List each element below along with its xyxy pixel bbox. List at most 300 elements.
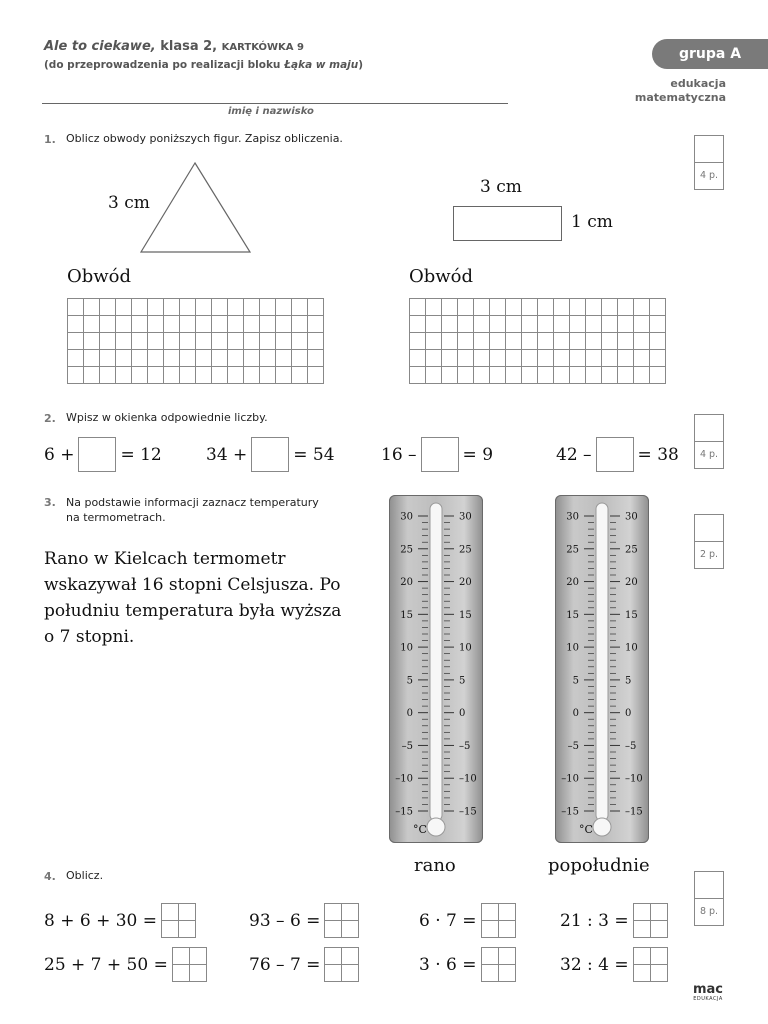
grid-cell[interactable] [228, 316, 244, 333]
grid-cell[interactable] [84, 316, 100, 333]
grid-cell[interactable] [164, 316, 180, 333]
q1-text: Oblicz obwody poniższych figur. Zapisz obliczenia. [66, 132, 343, 145]
grid-cell[interactable] [100, 299, 116, 316]
answer-cell[interactable] [651, 904, 668, 921]
grid-cell[interactable] [650, 333, 666, 350]
grid-cell[interactable] [196, 367, 212, 384]
answer-box[interactable] [78, 437, 116, 472]
grid-cell[interactable] [84, 333, 100, 350]
grid-cell[interactable] [244, 350, 260, 367]
grid-cell[interactable] [276, 350, 292, 367]
q3-score-box[interactable] [694, 514, 724, 569]
answer-box[interactable] [596, 437, 634, 472]
score-entry[interactable] [695, 872, 723, 899]
grid-cell[interactable] [410, 367, 426, 384]
grid-cell[interactable] [602, 316, 618, 333]
grid-cell[interactable] [148, 350, 164, 367]
grid-cell[interactable] [212, 316, 228, 333]
answer-cell[interactable] [342, 948, 359, 965]
grid-cell[interactable] [634, 316, 650, 333]
grid-cell[interactable] [212, 299, 228, 316]
grid-cell[interactable] [618, 316, 634, 333]
grid-cell[interactable] [538, 316, 554, 333]
grid-cell[interactable] [458, 367, 474, 384]
subject-line-1: edukacja [670, 77, 726, 90]
grid-cell[interactable] [308, 299, 324, 316]
answer-cell[interactable] [325, 904, 342, 921]
grid-cell[interactable] [164, 367, 180, 384]
scale-label-right: –15 [459, 806, 477, 818]
grid-cell[interactable] [68, 333, 84, 350]
grid-cell[interactable] [196, 333, 212, 350]
q4-equation [419, 947, 516, 982]
q2-equation [206, 437, 335, 472]
answer-cell[interactable] [499, 965, 516, 982]
grid-cell[interactable] [522, 350, 538, 367]
grid-cell[interactable] [212, 350, 228, 367]
scale-label-left: 20 [400, 577, 413, 589]
grid-cell[interactable] [538, 367, 554, 384]
subtitle-block-name: Łąka w maju [284, 59, 359, 71]
grid-cell[interactable] [442, 333, 458, 350]
answer-cell[interactable] [325, 965, 342, 982]
grid-cell[interactable] [506, 367, 522, 384]
calculation-grid-right[interactable] [409, 298, 666, 384]
grid-cell[interactable] [260, 316, 276, 333]
answer-cell[interactable] [482, 904, 499, 921]
eq-left: 6 + [44, 444, 75, 465]
grid-cell[interactable] [132, 367, 148, 384]
answer-cell[interactable] [651, 921, 668, 938]
score-points: 8 p. [699, 906, 719, 917]
logo-text: mac [692, 982, 724, 997]
grid-cell[interactable] [506, 350, 522, 367]
eq-right: = 12 [120, 444, 162, 465]
grid-cell[interactable] [506, 316, 522, 333]
grid-cell[interactable] [260, 299, 276, 316]
scale-label-right: 15 [459, 609, 472, 621]
publisher-logo [690, 983, 726, 1002]
thermometer-afternoon[interactable] [555, 495, 649, 843]
answer-cell[interactable] [190, 948, 207, 965]
grid-cell[interactable] [618, 333, 634, 350]
logo-subtext: EDUKACJA [693, 996, 723, 1002]
q4-equation [249, 947, 359, 982]
eq-right: = 9 [462, 444, 494, 465]
grid-cell[interactable] [68, 299, 84, 316]
thermometer-bulb [593, 818, 611, 836]
grid-cell[interactable] [116, 299, 132, 316]
score-points: 4 p. [699, 170, 719, 181]
grid-cell[interactable] [570, 299, 586, 316]
name-line[interactable] [42, 103, 508, 104]
grid-cell[interactable] [244, 316, 260, 333]
grid-cell[interactable] [410, 316, 426, 333]
grid-cell[interactable] [132, 299, 148, 316]
thermometer-tube [430, 503, 442, 821]
grid-cell[interactable] [442, 299, 458, 316]
scale-label-left: –10 [395, 773, 413, 785]
scale-label-right: 30 [459, 511, 472, 523]
grid-cell[interactable] [426, 333, 442, 350]
q4-equation [249, 903, 359, 938]
grid-cell[interactable] [554, 367, 570, 384]
scale-label-left: 15 [566, 609, 579, 621]
grid-cell[interactable] [260, 367, 276, 384]
eq-left: 16 – [381, 444, 417, 465]
scale-label-left: 30 [566, 511, 579, 523]
grid-cell[interactable] [538, 333, 554, 350]
grid-cell[interactable] [442, 316, 458, 333]
grid-cell[interactable] [116, 333, 132, 350]
grid-cell[interactable] [650, 367, 666, 384]
grid-cell[interactable] [586, 333, 602, 350]
q4-text: Oblicz. [66, 869, 104, 882]
grid-cell[interactable] [490, 367, 506, 384]
scale-label-left: 30 [400, 511, 413, 523]
answer-cell[interactable] [634, 948, 651, 965]
scale-label-right: 10 [459, 642, 472, 654]
grid-cell[interactable] [586, 367, 602, 384]
q3-text-line: na termometrach. [66, 511, 166, 524]
answer-cell[interactable] [634, 904, 651, 921]
grid-cell[interactable] [490, 350, 506, 367]
grid-cell[interactable] [554, 350, 570, 367]
grid-cell[interactable] [148, 367, 164, 384]
grid-cell[interactable] [634, 367, 650, 384]
grid-cell[interactable] [490, 299, 506, 316]
scale-label-right: 0 [625, 708, 632, 720]
thermometer-morning[interactable] [389, 495, 483, 843]
grid-cell[interactable] [554, 316, 570, 333]
subtitle-close: ) [358, 59, 364, 71]
grid-cell[interactable] [554, 299, 570, 316]
scale-label-left: 20 [566, 577, 579, 589]
answer-cell[interactable] [499, 921, 516, 938]
grid-cell[interactable] [292, 367, 308, 384]
rect-side-label: 1 cm [571, 212, 613, 232]
grid-cell[interactable] [228, 350, 244, 367]
grid-cell[interactable] [570, 350, 586, 367]
triangle-side-label: 3 cm [108, 193, 150, 213]
score-points: 4 p. [699, 449, 719, 460]
triangle-shape [141, 163, 250, 252]
grid-cell[interactable] [180, 333, 196, 350]
subject-line-2: matematyczna [634, 91, 726, 104]
grid-cell[interactable] [458, 350, 474, 367]
perimeter-right-label: Obwód [409, 266, 474, 287]
score-entry[interactable] [695, 415, 723, 442]
scale-label-left: 10 [566, 642, 579, 654]
grid-cell[interactable] [148, 316, 164, 333]
grid-cell[interactable] [228, 299, 244, 316]
worksheet-subtitle [44, 59, 363, 71]
grid-cell[interactable] [244, 333, 260, 350]
grid-cell[interactable] [474, 299, 490, 316]
grid-cell[interactable] [228, 367, 244, 384]
equation-text: 3 · 6 = [419, 954, 477, 975]
answer-box[interactable] [161, 903, 196, 938]
grid-cell[interactable] [522, 333, 538, 350]
q1-number: 1. [44, 133, 56, 146]
grid-cell[interactable] [538, 350, 554, 367]
q3-text-line: Na podstawie informacji zaznacz temperatury [66, 496, 319, 509]
eq-right: = 54 [293, 444, 335, 465]
scale-label-left: 25 [400, 544, 413, 556]
grid-cell[interactable] [292, 299, 308, 316]
title-class: klasa 2, [155, 39, 222, 54]
grid-cell[interactable] [426, 350, 442, 367]
answer-box[interactable] [633, 903, 668, 938]
grid-cell[interactable] [442, 367, 458, 384]
group-badge: grupa A [652, 39, 768, 69]
answer-box[interactable] [251, 437, 289, 472]
q2-score-box[interactable] [694, 414, 724, 469]
answer-cell[interactable] [173, 965, 190, 982]
answer-cell[interactable] [342, 965, 359, 982]
grid-cell[interactable] [244, 367, 260, 384]
grid-cell[interactable] [196, 316, 212, 333]
grid-cell[interactable] [602, 350, 618, 367]
grid-cell[interactable] [292, 350, 308, 367]
scale-label-right: 25 [459, 544, 472, 556]
grid-cell[interactable] [100, 367, 116, 384]
equation-text: 93 – 6 = [249, 910, 321, 931]
grid-cell[interactable] [602, 367, 618, 384]
grid-cell[interactable] [474, 316, 490, 333]
grid-cell[interactable] [522, 316, 538, 333]
thermometer-bulb [427, 818, 445, 836]
grid-cell[interactable] [276, 367, 292, 384]
grid-cell[interactable] [458, 299, 474, 316]
title-series: Ale to ciekawe, [44, 39, 156, 54]
grid-cell[interactable] [100, 333, 116, 350]
grid-cell[interactable] [308, 333, 324, 350]
grid-cell[interactable] [634, 333, 650, 350]
scale-label-right: –5 [625, 740, 637, 752]
grid-cell[interactable] [602, 333, 618, 350]
grid-cell[interactable] [308, 316, 324, 333]
answer-box[interactable] [324, 903, 359, 938]
answer-cell[interactable] [325, 921, 342, 938]
answer-cell[interactable] [634, 965, 651, 982]
grid-cell[interactable] [426, 367, 442, 384]
grid-cell[interactable] [100, 350, 116, 367]
grid-cell[interactable] [570, 316, 586, 333]
answer-cell[interactable] [482, 965, 499, 982]
scale-label-right: 10 [625, 642, 638, 654]
equation-text: 25 + 7 + 50 = [44, 954, 168, 975]
grid-cell[interactable] [618, 299, 634, 316]
q4-score-box[interactable] [694, 871, 724, 926]
grid-cell[interactable] [132, 350, 148, 367]
grid-cell[interactable] [618, 367, 634, 384]
perimeter-left-label: Obwód [67, 266, 132, 287]
grid-cell[interactable] [410, 333, 426, 350]
grid-cell[interactable] [196, 350, 212, 367]
answer-cell[interactable] [499, 904, 516, 921]
answer-cell[interactable] [482, 948, 499, 965]
answer-cell[interactable] [325, 948, 342, 965]
grid-cell[interactable] [490, 333, 506, 350]
story-line: południu temperatura była wyższa [44, 601, 342, 621]
rectangle-figure [453, 206, 562, 241]
grid-cell[interactable] [490, 316, 506, 333]
scale-label-right: 20 [625, 577, 638, 589]
grid-cell[interactable] [180, 316, 196, 333]
grid-cell[interactable] [116, 350, 132, 367]
grid-cell[interactable] [276, 299, 292, 316]
eq-left: 34 + [206, 444, 248, 465]
equation-text: 6 · 7 = [419, 910, 477, 931]
grid-cell[interactable] [196, 299, 212, 316]
answer-box[interactable] [421, 437, 459, 472]
grid-cell[interactable] [116, 367, 132, 384]
score-entry[interactable] [695, 515, 723, 542]
calculation-grid-left[interactable] [67, 298, 324, 384]
scale-label-left: 5 [572, 675, 579, 687]
grid-cell[interactable] [650, 350, 666, 367]
grid-cell[interactable] [586, 299, 602, 316]
grid-cell[interactable] [474, 333, 490, 350]
answer-cell[interactable] [651, 965, 668, 982]
grid-cell[interactable] [554, 333, 570, 350]
q1-score-box[interactable] [694, 135, 724, 190]
grid-cell[interactable] [164, 333, 180, 350]
q4-equation [44, 903, 196, 938]
q2-equation [556, 437, 679, 472]
grid-cell[interactable] [228, 333, 244, 350]
grid-cell[interactable] [570, 367, 586, 384]
grid-cell[interactable] [522, 299, 538, 316]
worksheet-title [44, 39, 304, 54]
answer-box[interactable] [172, 947, 207, 982]
answer-cell[interactable] [499, 948, 516, 965]
grid-cell[interactable] [132, 316, 148, 333]
score-points: 2 p. [699, 549, 719, 560]
grid-cell[interactable] [634, 299, 650, 316]
grid-cell[interactable] [276, 333, 292, 350]
grid-cell[interactable] [260, 333, 276, 350]
grid-cell[interactable] [442, 350, 458, 367]
grid-cell[interactable] [276, 316, 292, 333]
grid-cell[interactable] [506, 333, 522, 350]
grid-cell[interactable] [180, 367, 196, 384]
answer-cell[interactable] [179, 904, 196, 921]
q4-number: 4. [44, 870, 56, 883]
grid-cell[interactable] [458, 333, 474, 350]
grid-cell[interactable] [84, 350, 100, 367]
grid-cell[interactable] [650, 316, 666, 333]
grid-cell[interactable] [68, 350, 84, 367]
grid-cell[interactable] [426, 316, 442, 333]
scale-label-left: –15 [395, 806, 413, 818]
grid-cell[interactable] [308, 367, 324, 384]
answer-cell[interactable] [651, 948, 668, 965]
q4-equation [560, 947, 668, 982]
q3-text [66, 495, 319, 525]
grid-cell[interactable] [132, 333, 148, 350]
answer-cell[interactable] [162, 921, 179, 938]
grid-cell[interactable] [68, 316, 84, 333]
grid-cell[interactable] [458, 316, 474, 333]
scale-label-right: 15 [625, 609, 638, 621]
grid-cell[interactable] [180, 350, 196, 367]
equation-text: 76 – 7 = [249, 954, 321, 975]
grid-cell[interactable] [84, 367, 100, 384]
grid-cell[interactable] [148, 299, 164, 316]
q4-equation [560, 903, 668, 938]
grid-cell[interactable] [650, 299, 666, 316]
grid-cell[interactable] [426, 299, 442, 316]
grid-cell[interactable] [570, 333, 586, 350]
answer-cell[interactable] [190, 965, 207, 982]
grid-cell[interactable] [244, 299, 260, 316]
grid-cell[interactable] [68, 367, 84, 384]
answer-cell[interactable] [342, 904, 359, 921]
q2-number: 2. [44, 412, 56, 425]
grid-cell[interactable] [618, 350, 634, 367]
grid-cell[interactable] [586, 316, 602, 333]
grid-cell[interactable] [292, 316, 308, 333]
scale-label-right: –10 [625, 773, 643, 785]
grid-cell[interactable] [634, 350, 650, 367]
answer-cell[interactable] [342, 921, 359, 938]
grid-cell[interactable] [148, 333, 164, 350]
answer-cell[interactable] [482, 921, 499, 938]
grid-cell[interactable] [474, 350, 490, 367]
answer-cell[interactable] [634, 921, 651, 938]
grid-cell[interactable] [474, 367, 490, 384]
scale-label-left: 5 [406, 675, 413, 687]
subject-label [600, 77, 726, 105]
grid-cell[interactable] [164, 350, 180, 367]
grid-cell[interactable] [292, 333, 308, 350]
grid-cell[interactable] [506, 299, 522, 316]
thermometer-body [555, 495, 649, 843]
grid-cell[interactable] [84, 299, 100, 316]
answer-cell[interactable] [173, 948, 190, 965]
grid-cell[interactable] [410, 350, 426, 367]
answer-box[interactable] [481, 947, 516, 982]
answer-box[interactable] [324, 947, 359, 982]
score-entry[interactable] [695, 136, 723, 163]
story-line: o 7 stopni. [44, 627, 135, 647]
grid-cell[interactable] [100, 316, 116, 333]
grid-cell[interactable] [602, 299, 618, 316]
answer-cell[interactable] [179, 921, 196, 938]
grid-cell[interactable] [180, 299, 196, 316]
q4-equation [419, 903, 516, 938]
grid-cell[interactable] [522, 367, 538, 384]
grid-cell[interactable] [212, 367, 228, 384]
grid-cell[interactable] [260, 350, 276, 367]
answer-box[interactable] [633, 947, 668, 982]
grid-cell[interactable] [410, 299, 426, 316]
thermometer-scale [555, 495, 649, 843]
answer-cell[interactable] [162, 904, 179, 921]
grid-cell[interactable] [116, 316, 132, 333]
grid-cell[interactable] [164, 299, 180, 316]
scale-label-left: –15 [561, 806, 579, 818]
story-line: Rano w Kielcach termometr [44, 549, 286, 569]
answer-box[interactable] [481, 903, 516, 938]
grid-cell[interactable] [212, 333, 228, 350]
grid-cell[interactable] [308, 350, 324, 367]
grid-cell[interactable] [538, 299, 554, 316]
scale-label-left: 25 [566, 544, 579, 556]
grid-cell[interactable] [586, 350, 602, 367]
